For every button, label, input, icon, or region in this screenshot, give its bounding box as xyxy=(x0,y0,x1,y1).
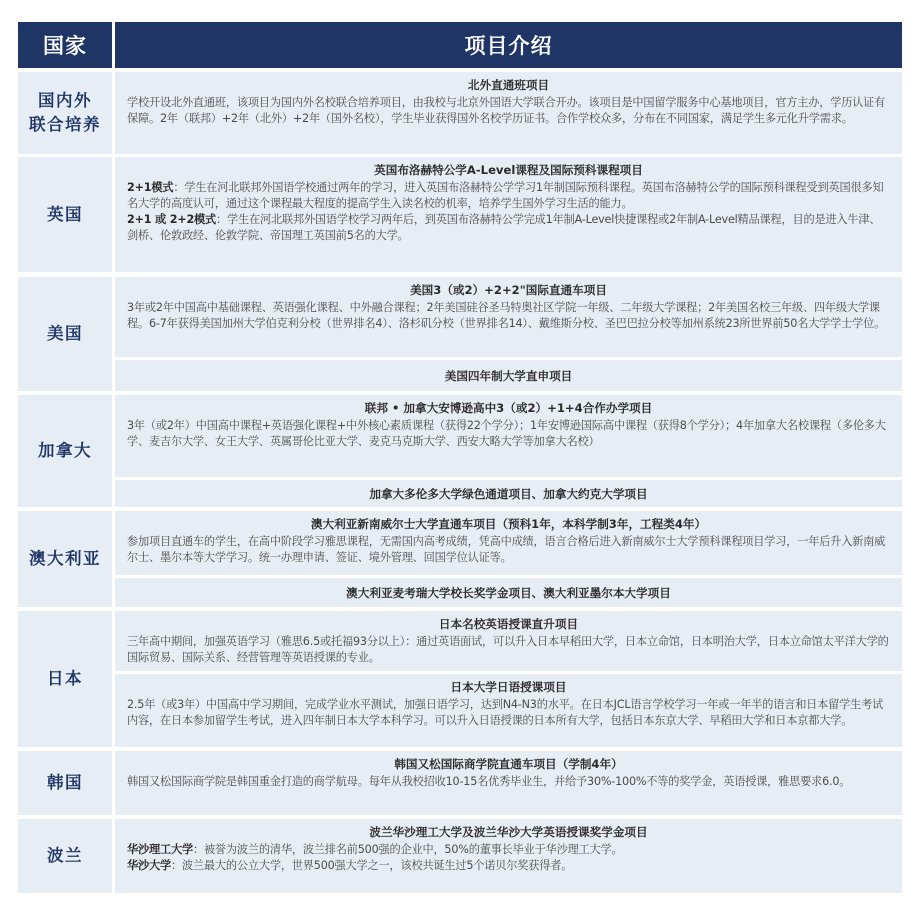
country-label: 澳大利亚 xyxy=(29,549,101,568)
country-cell xyxy=(18,395,112,507)
project-title: 美国3（或2）+2+2"国际直通车项目 xyxy=(410,283,607,297)
country-label: 加拿大 xyxy=(38,441,92,460)
project-title: 澳大利亚新南威尔士大学直通车项目（预科1年，本科学制3年，工程类4年） xyxy=(310,517,707,531)
project-cell xyxy=(115,360,902,391)
project-item xyxy=(127,180,890,212)
project-cell xyxy=(115,511,902,575)
country-cell xyxy=(18,511,112,607)
country-cell xyxy=(18,72,112,154)
project-cell xyxy=(115,480,902,507)
project-cell xyxy=(115,611,902,671)
country-cell xyxy=(18,751,112,815)
project-cell xyxy=(115,751,902,815)
header-country: 国家 xyxy=(18,22,112,68)
country-cell xyxy=(18,157,112,272)
project-description: 参加项目直通车的学生，在高中阶段学习雅思课程，无需国内高考成绩，凭高中成绩，语言合格后进入新南威尔士大学预科课程项目学习，一年后升入新南威尔士、墨尔本等大学学习。统一办理申请、签证、境外管理、回国学位认证等。 xyxy=(127,535,886,564)
project-description: 3年或2年中国高中基础课程、英语强化课程、中外融合课程；2年美国硅谷圣马特奥社区学院一年级、二年级大学课程；2年美国名校三年级、四年级大学课程。6-7年获得美国加州大学伯克利分校（世界排名4）、洛杉矶分校（世界排名14）、戴维斯分校、圣巴巴拉分校等加州系统23所世界前50名大学学士学位。 xyxy=(127,301,886,330)
project-title: 联邦 • 加拿大安博逊高中3（或2）+1+4合作办学项目 xyxy=(364,401,653,415)
project-title: 澳大利亚麦考瑞大学校长奖学金项目、澳大利亚墨尔本大学项目 xyxy=(346,585,671,600)
project-item xyxy=(127,212,890,244)
item-label: 2+1模式 xyxy=(127,181,174,194)
project-cell xyxy=(115,674,902,747)
project-description: 三年高中期间，加强英语学习（雅思6.5或托福93分以上）：通过英语面试，可以升入日本早稻田大学，日本立命馆，日本明治大学，日本立命馆太平洋大学的国际贸易、国际关系、经营管理等英语授课的专业。 xyxy=(127,635,889,664)
project-title: 韩国又松国际商学院直通车项目（学制4年） xyxy=(394,757,623,771)
project-title: 波兰华沙理工大学及波兰华沙大学英语授课奖学金项目 xyxy=(369,825,648,839)
project-item xyxy=(127,858,890,874)
project-title: 英国布洛赫特公学A-Level课程及国际预科课程项目 xyxy=(374,163,643,177)
project-item xyxy=(127,842,890,858)
country-label: 国内外 联合培养 xyxy=(29,91,101,134)
project-cell xyxy=(115,157,902,272)
project-cell xyxy=(115,578,902,607)
project-cell xyxy=(115,277,902,357)
project-title: 日本名校英语授课直升项目 xyxy=(438,617,579,631)
project-title: 加拿大多伦多大学绿色通道项目、加拿大约克大学项目 xyxy=(369,486,648,501)
project-cell xyxy=(115,819,902,893)
item-text: ：被誉为波兰的清华，波兰排名前500强的企业中，50%的董事长毕业于华沙理工大学。 xyxy=(192,843,623,856)
project-title: 美国四年制大学直申项目 xyxy=(444,368,573,383)
project-description: 2.5年（或3年）中国高中学习期间，完成学业水平测试，加强日语学习，达到N4-N3的水平。在日本JCL语言学校学习一年或一年半的语言和日本留学生考试内容，在日本参加留学生考试，进入四年制日本大学本科学习。可以升入日语授课的日本所有大学，包括日本东京大学、早稻田大学和日本京都大学。 xyxy=(127,698,884,727)
country-label: 韩国 xyxy=(47,773,83,792)
country-label: 美国 xyxy=(47,324,83,343)
country-cell xyxy=(18,277,112,391)
project-cell xyxy=(115,72,902,154)
project-description: 3年（或2年）中国高中课程+英语强化课程+中外核心素质课程（获得22个学分）；1年安博逊国际高中课程（获得8个学分）；4年加拿大名校课程（多伦多大学、麦吉尔大学、女王大学、英属哥伦比亚大学、麦克马克斯大学、西安大略大学等加拿大名校） xyxy=(127,419,886,448)
item-text: ：学生在河北联邦外国语学校学习两年后，到英国布洛赫特公学完成1年制A-Level快捷课程或2年制A-Level精品课程，目的是进入牛津、剑桥、伦敦政经、伦敦学院、帝国理工英国前5名的大学。 xyxy=(127,213,881,242)
header-projects: 项目介绍 xyxy=(115,22,902,68)
item-label: 华沙大学 xyxy=(127,859,171,872)
country-label: 英国 xyxy=(47,204,83,224)
project-title: 北外直通班项目 xyxy=(467,78,550,92)
country-label: 波兰 xyxy=(47,846,83,865)
country-cell xyxy=(18,819,112,893)
item-label: 2+1 或 2+2模式 xyxy=(127,213,217,226)
project-description: 韩国又松国际商学院是韩国重金打造的商学航母。每年从我校招收10-15名优秀毕业生，并给予30%-100%不等的奖学金，英语授课，雅思要求6.0。 xyxy=(127,775,851,788)
project-description: 学校开设北外直通班，该项目为国内外名校联合培养项目，由我校与北京外国语大学联合开办。该项目是中国留学服务中心基地项目，官方主办，学历认证有保障。2年（联邦）+2年（北外）+2年（国外名校），学生毕业获得国外名校学历证书。合作学校众多，分布在不同国家，满足学生多元化升学需求。 xyxy=(127,96,886,125)
item-label: 华沙理工大学 xyxy=(127,843,193,856)
country-cell xyxy=(18,611,112,747)
item-text: ：波兰最大的公立大学，世界500强大学之一，该校共诞生过5个诺贝尔奖获得者。 xyxy=(170,859,573,872)
project-cell xyxy=(115,395,902,477)
country-label: 日本 xyxy=(47,669,83,688)
item-text: ：学生在河北联邦外国语学校通过两年的学习，进入英国布洛赫特公学学习1年制国际预科课程。英国布洛赫特公学的国际预科课程受到英国很多知名大学的高度认可，通过这个课程最大程度的提高学生入读名校的机率，培养学生国外学习生活的能力。 xyxy=(127,181,884,210)
project-title: 日本大学日语授课项目 xyxy=(450,680,567,694)
